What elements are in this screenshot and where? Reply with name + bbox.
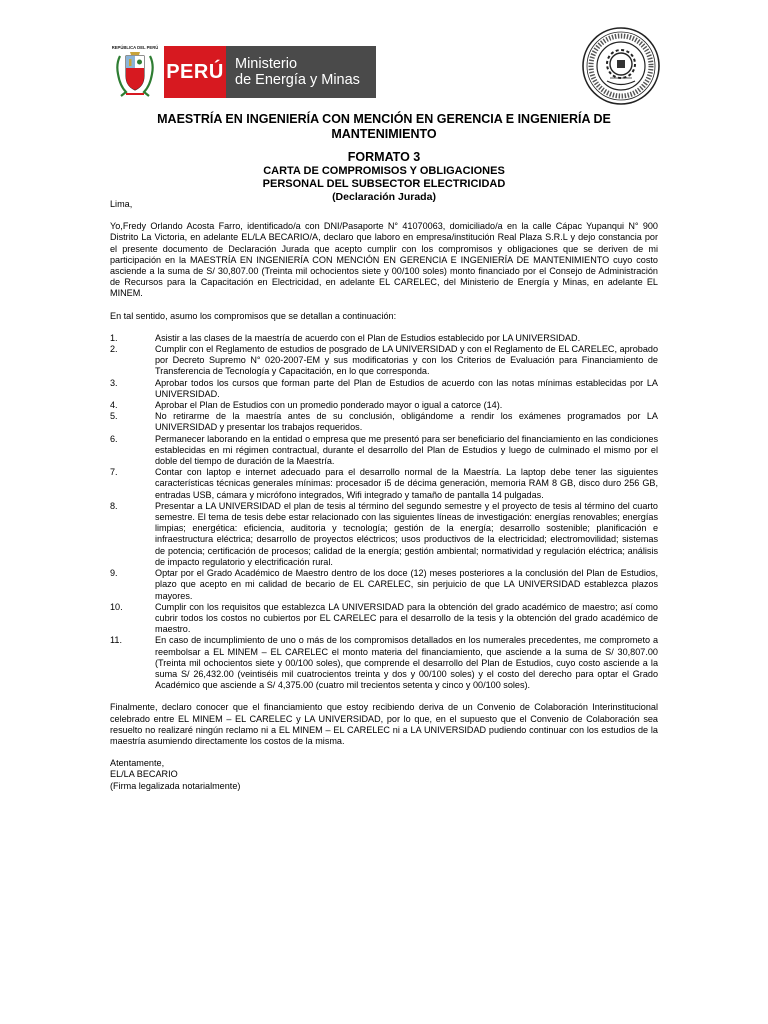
program-title: MAESTRÍA EN INGENIERÍA CON MENCIÓN EN GERENCIA E INGENIERÍA DE MANTENIMIENTO: [157, 112, 611, 141]
document-titles: [110, 112, 658, 204]
regards-line: Atentamente,: [110, 758, 165, 769]
list-item-number: 6.: [110, 433, 118, 444]
list-item: [110, 501, 658, 568]
list-item: [110, 411, 658, 433]
ministry-line-1: Ministerio: [235, 56, 298, 72]
list-item-text: Presentar a LA UNIVERSIDAD el plan de tesis al término del segundo semestre y el proyecto de tesis al término del cuarto semestre. El tema de tesis debe estar relacionado con las siguientes líneas de investigación: energías renovables; energías limpias; energética: eficiencia, auditoria y tecnología; gestión de la energía; desarrollo sostenible; planificación e infraestructura eléctrica; desarrollo de proyectos eléctricos; usos productivos de la electricidad; electromovilidad; sistemas de potencia; certificación de procesos; calidad de la energía; gestión ambiental; normatividad y regulación eléctrica; análisis de impacto regulatorio y electrificación rural.: [155, 500, 658, 567]
list-item-text: Cumplir con el Reglamento de estudios de posgrado de LA UNIVERSIDAD y con el Reglamento de EL CARELEC, aprobado por Decreto Supremo N° 020-2007-EM y sus modificatorias y con los Criterios de Evaluación para Financiamiento de Transferencia de Tecnología y Capacitación, en lo que corresponda.: [155, 344, 658, 377]
signature-note: (Firma legalizada notarialmente): [110, 780, 241, 791]
ministry-brand-block: [226, 46, 376, 98]
list-item-number: 10.: [110, 601, 123, 612]
intro-paragraph: Yo,Fredy Orlando Acosta Farro, identificado/a con DNI/Pasaporte N° 41070063, domiciliado/a en la calle Cápac Yupanqui N° 900 Distrito La Victoria, en adelante EL/LA BECARIO/A, declaro que laboro en empresa/institución Real Plaza S.R.L y dejo constancia por el presente documento de Declaración Jurada que acepto cumplir con los compromisos y obligaciones que se deriven de mi participación en la MAESTRÍA EN INGENIERÍA CON MENCIÓN EN GERENCIA E INGENIERÍA DE MANTENIMIENTO cuyo costo asciende a la suma de S/ 30,807.00 (Treinta mil ochocientos siete y 00/100 soles) monto financiado por el Consejo de Administración de Recursos para la Capacitación en Electricidad, en adelante EL CARELEC, del Ministerio de Energía y Minas, en adelante EL MINEM.: [110, 221, 658, 299]
list-item: [110, 568, 658, 602]
list-item: [110, 467, 658, 501]
country-label: PERÚ: [166, 60, 224, 83]
peru-brand-block: [164, 46, 226, 98]
signature-block: [110, 758, 658, 792]
crest-caption: REPÚBLICA DEL PERÚ: [112, 45, 158, 50]
list-item: [110, 602, 658, 636]
list-item-text: Aprobar todos los cursos que forman parte del Plan de Estudios de acuerdo con las notas mínimas establecidas por LA UNIVERSIDAD.: [155, 377, 658, 399]
closing-paragraph: Finalmente, declaro conocer que el financiamiento que estoy recibiendo deriva de un Convenio de Colaboración Interinstitucional celebrado entre EL MINEM – EL CARELEC y LA UNIVERSIDAD, por lo que, en el supuesto que el Convenio de Colaboración sea resuelto no realizaré ningún reclamo ni a EL MINEM – EL CARELEC ni a LA UNIVERSIDAD pudiendo continuar con los estudios de la maestría asumiendo directamente los costos de la misma.: [110, 702, 658, 746]
list-item: [110, 344, 658, 378]
place-line: Lima,: [110, 199, 133, 209]
format-title: FORMATO 3: [347, 150, 421, 164]
signer-role: EL/LA BECARIO: [110, 769, 178, 780]
list-item-text: Optar por el Grado Académico de Maestro dentro de los doce (12) meses posteriores a la conclusión del Plan de Estudios, plazo que acepto en mi calidad de becario de EL CARELEC, sin perjuicio de que LA UNIVERSIDAD establezca plazos mayores.: [155, 568, 658, 601]
list-item-number: 8.: [110, 500, 118, 511]
university-seal-icon: [580, 26, 662, 106]
declaration-title: (Declaración Jurada): [332, 191, 436, 203]
list-item-number: 9.: [110, 568, 118, 579]
list-item-number: 11.: [110, 635, 122, 646]
document-header: [0, 0, 768, 110]
list-item-text: Asistir a las clases de la maestría de acuerdo con el Plan de Estudios establecido por LA UNIVERSIDAD.: [155, 332, 581, 343]
list-item: [110, 400, 658, 411]
list-item-text: Contar con laptop e internet adecuado para el desarrollo normal de la Maestría. La laptop debe tener las siguientes características técnicas generales mínimas: procesador i5 de décima generación, memoria RAM 8 GB, disco duro 256 GB, entradas USB, cámara y micrófono integrados, Wifi integrado y tamaño de pantalla 14 pulgadas.: [155, 467, 658, 500]
list-item-number: 3.: [110, 377, 118, 388]
list-item-number: 5.: [110, 411, 118, 422]
list-item-text: No retirarme de la maestría antes de su conclusión, obligándome a rendir los exámenes programados por LA UNIVERSIDAD y presentar los trabajos requeridos.: [155, 411, 658, 433]
list-item-text: En caso de incumplimiento de uno o más de los compromisos detallados en los numerales precedentes, me comprometo a reembolsar a EL MINEM – EL CARELEC el monto materia del financiamiento, que asciende a la suma de S/ 30,807.00 (Treinta mil ochocientos siete y 00/100 soles), que comprende el desarrollo del Plan de Estudios, cuyo costo asciende a la suma S/ 26,432.00 (veintiséis mil cuatrocientos treinta y dos y 00/100 soles) y el costo del derecho para optar el Grado Académico que asciende a S/ 4,375.00 (cuatro mil trecientos setenta y cinco y 00/100 soles).: [155, 635, 658, 691]
commitments-list: [110, 333, 658, 692]
list-item: [110, 378, 658, 400]
list-item: [110, 434, 658, 468]
list-item: [110, 333, 658, 344]
document-body: [110, 199, 658, 792]
list-item-number: 2.: [110, 344, 118, 355]
list-item-text: Cumplir con los requisitos que establezca LA UNIVERSIDAD para la obtención del grado académico de maestro; así como cubrir todos los costos no cubiertos por EL CARELEC para el desarrollo de la tesis y la obtención del grado académico de maestro.: [155, 601, 658, 635]
letter-title: CARTA DE COMPROMISOS Y OBLIGACIONES: [263, 165, 505, 177]
commitments-lead: En tal sentido, asumo los compromisos que se detallan a continuación:: [110, 310, 397, 321]
list-item-text: Aprobar el Plan de Estudios con un promedio ponderado mayor o igual a catorce (14).: [155, 400, 503, 411]
peru-coat-of-arms-icon: [112, 42, 158, 100]
list-item-number: 4.: [110, 400, 118, 411]
list-item-number: 1.: [110, 332, 118, 343]
list-item: [110, 635, 658, 691]
subsector-title: PERSONAL DEL SUBSECTOR ELECTRICIDAD: [262, 178, 506, 190]
ministry-line-2: de Energía y Minas: [235, 72, 360, 88]
list-item-text: Permanecer laborando en la entidad o empresa que me presentó para ser beneficiario del financiamiento en las condiciones establecidas en mi régimen contractual, durante el desarrollo del Plan de Estudios y luego de culminado el mismo por el doble del tiempo de duración de la Maestría.: [155, 433, 658, 467]
list-item-number: 7.: [110, 467, 118, 478]
